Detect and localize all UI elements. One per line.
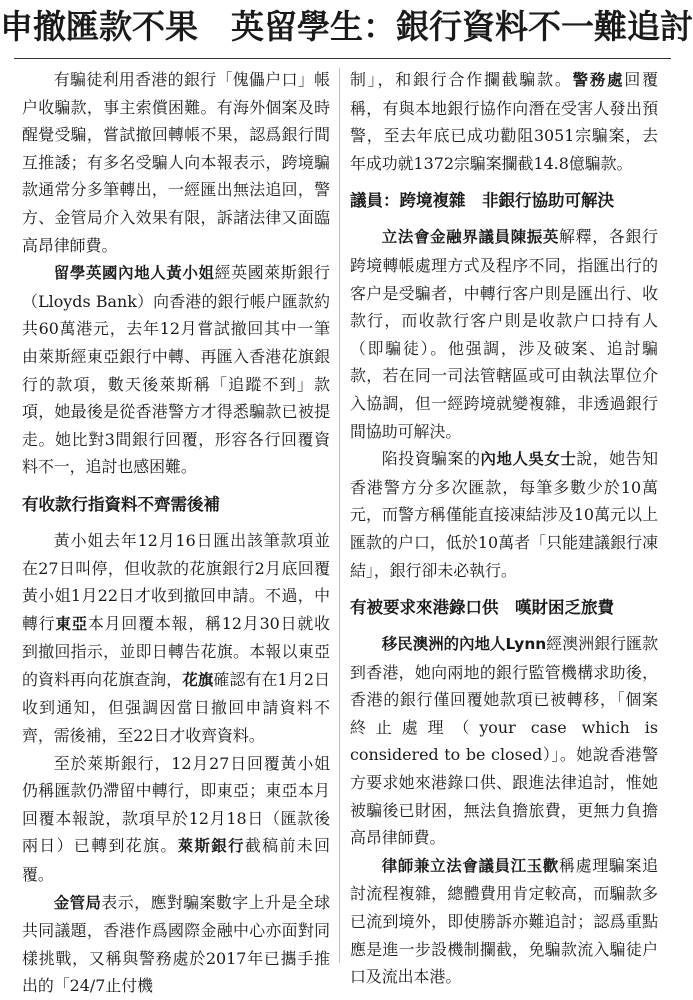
right-column [350,66,659,987]
paragraph [22,527,330,750]
lead-name: 立法會金融界議員陳振英 [381,228,560,247]
paragraph-text: 至於萊斯銀行，12月27日回覆黃小姐仍稱匯款仍滯留中轉行，即東亞；東亞本月回覆本報說，款項早於12月18日（匯款後兩日）已轉到花旗。 [22,753,330,856]
lead-name: 金管局 [53,893,102,912]
paragraph [22,750,330,889]
lead-name: 律師兼立法會議員江玉歡 [381,856,560,875]
paragraph [22,259,330,481]
paragraph-text: 經英國萊斯銀行（Lloyds Bank）向香港的銀行帳户匯款約共60萬港元，去年12月嘗試撤回其中一筆由萊斯經東亞銀行中轉、再匯入香港花旗銀行的款項，數天後萊斯稱「追蹤不到」款項，她最後是從香港警方才得悉騙款已被提走。她比對3間銀行回覆，形容各行回覆資料不一，追討也感困難。 [22,263,330,477]
paragraph-text: 陷投資騙案的 [381,449,481,469]
paragraph-text: 確認有在1月2日收到通知，但强調因當日撤回申請資料不齊，需後補，至22日才收齊資料。 [22,669,330,746]
paragraph [350,630,658,852]
paragraph-text: 說，她告知香港警方分多次匯款，每筆多數少於10萬元，而警方稱僅能直接凍結涉及10萬元以上匯款的户口，低於10萬者「只能建議銀行凍結」，銀行卻未必執行。 [350,449,659,580]
lead-name: 東亞 [55,614,88,633]
paragraph-text: 有騙徒利用香港的銀行「傀儡户口」帳户收騙款，事主索償困難。有海外個案及時醒覺受騙，嘗試撤回轉帳不果，認爲銀行間互推諉；有多名受騙人向本報表示，跨境騙款通常分多筆轉出，一經匯出無法追回，警方、金管局介入效果有限，訴諸法律又面臨高昂律師費。 [22,70,330,255]
paragraph-text: 經澳洲銀行匯款到香港，她向兩地的銀行監管機構求助後，香港的銀行僅回覆她款項已被轉移，「個案終止處理（your case which is considered to be closed）」。她說香港警方要求她來港錄口供、跟進法律追討，惟她被騙後已財困，無法負擔旅費，更無力負擔高昂律師費。 [350,634,658,848]
paragraph-text: 制」，和銀行合作攔截騙款。 [350,70,573,89]
lead-name: 警務處 [572,71,625,89]
paragraph-text: 截稿前未回覆。 [22,836,330,885]
paragraph [22,66,330,259]
headline-rule [14,58,671,59]
column-divider [339,68,340,963]
paragraph-text: 稱處理騙案追討流程複雜，總體費用肯定較高，而騙款多已流到境外，即使勝訴亦難追討；認爲重點應是進一步設機制攔截，免騙款流入騙徒户口及流出本港。 [350,855,658,987]
lead-name: 留學英國內地人黃小姐 [53,264,215,283]
paragraph-text: 回覆稱，有與本地銀行協作向潛在受害人發出預警，至去年底已成功勸阻3051宗騙案，去年成功就1372宗騙案攔截14.8億騙款。 [350,70,658,173]
paragraph [350,852,658,991]
paragraph-text: 表示，應對騙案數字上升是全球共同議題，香港作爲國際金融中心亦面對同樣挑戰，又稱與警務處於2017年已攜手推出的「24/7止付機 [22,892,330,996]
paragraph-text: 本月回覆本報，稱12月30日就收到撤回指示，並即日轉告花旗。本報以東亞的資料再向花旗查詢， [22,613,330,689]
subheading: 有收款行指資料不齊需後補 [22,494,220,514]
paragraph [350,66,658,177]
subheading: 議員：跨境複雜 非銀行協助可解決 [350,191,614,211]
paragraph [22,889,330,1000]
paragraph [350,445,658,584]
headline: 申撤匯款不果 英留學生：銀行資料不一難追討 [0,7,693,46]
lead-name: 萊斯銀行 [177,837,245,856]
subheading: 有被要求來港錄口供 嘆財困乏旅費 [350,598,614,618]
paragraph-text: 黃小姐去年12月16日匯出該筆款項並在27日叫停，但收款的花旗銀行2月底回覆黃小姐1月22日才收到撤回申請。不過，中轉行 [22,530,330,633]
paragraph [350,223,658,445]
lead-name: 內地人吳女士 [480,450,577,469]
left-column [22,66,330,996]
paragraph-text: 解釋，各銀行跨境轉帳處理方式及程序不同，指匯出行的客户是受騙者，中轉行客户則是匯出行、收款行，而收款行客户則是收款户口持有人（即騙徒）。他强調，涉及破案、追討騙款，若在同一司法管轄區或可由執法單位介入協調，但一經跨境就變複雜，非透過銀行間協助可解決。 [350,227,658,441]
lead-name: 移民澳洲的內地人Lynn [381,635,547,654]
lead-name: 花旗 [182,670,214,689]
